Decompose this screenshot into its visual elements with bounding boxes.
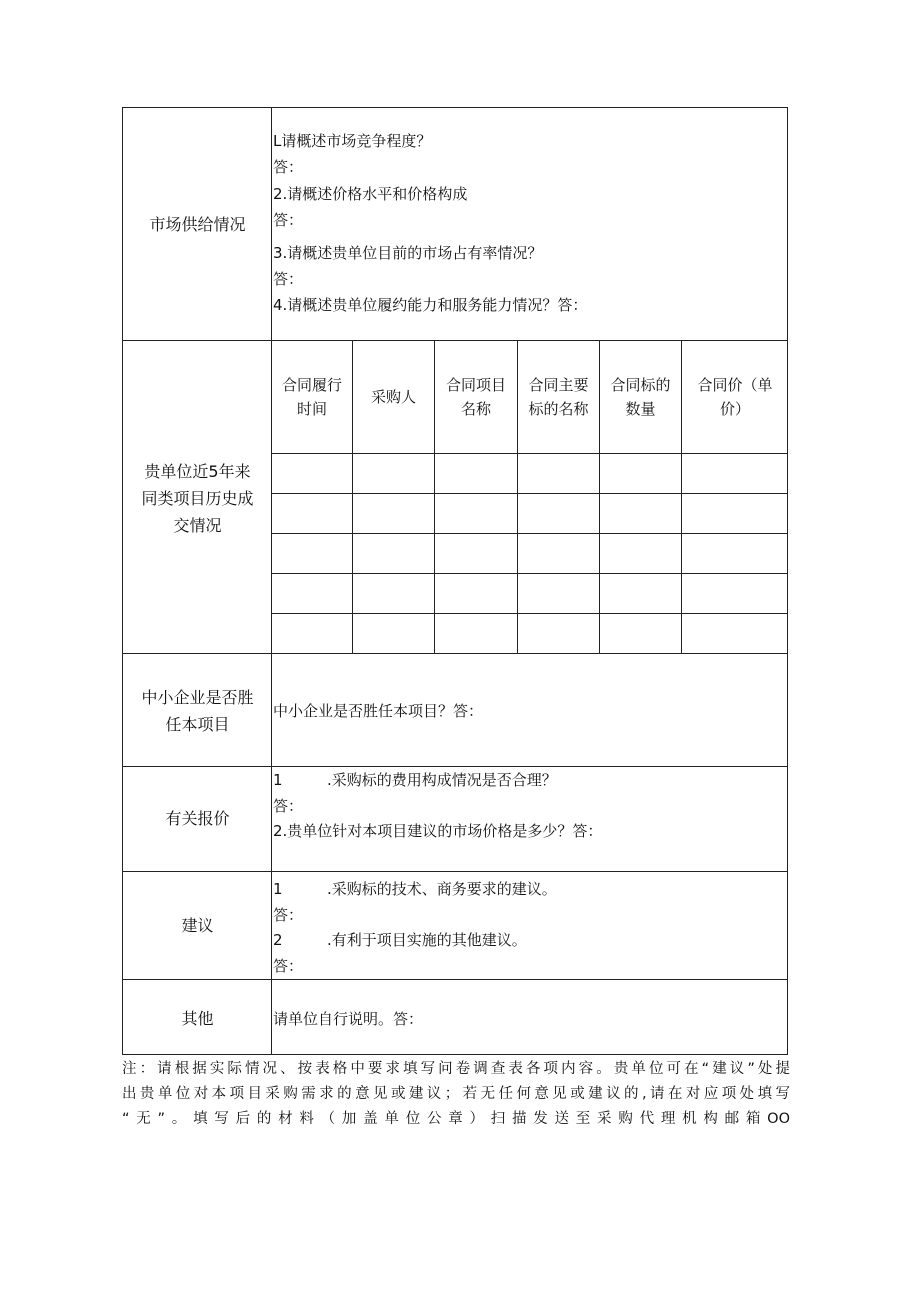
quote-label: 有关报价 bbox=[165, 809, 230, 828]
answer-line: 答： bbox=[273, 957, 304, 975]
sme-label-line: 中小企业是否胜 bbox=[141, 688, 254, 707]
header-line: 合同价（单 bbox=[697, 376, 773, 394]
answer-line: 答： bbox=[273, 211, 304, 229]
question-line: L请概述市场竞争程度？ bbox=[273, 132, 432, 150]
item-number: 1 bbox=[273, 880, 283, 898]
suggestion-label: 建议 bbox=[181, 916, 214, 935]
header-line: 数量 bbox=[625, 400, 656, 418]
footnote bbox=[122, 1057, 790, 1132]
item-number: 2 bbox=[273, 931, 283, 949]
row-divider bbox=[272, 533, 788, 534]
other-text: 请单位自行说明。答： bbox=[273, 1010, 424, 1028]
item-number: 1 bbox=[273, 771, 283, 789]
history-label bbox=[123, 458, 272, 539]
header-subject-name bbox=[518, 373, 599, 421]
footnote-line: 注：请根据实际情况、按表格中要求填写问卷调查表各项内容。贵单位可在“建议”处提 bbox=[122, 1061, 790, 1077]
row-divider bbox=[122, 340, 788, 341]
header-purchaser bbox=[353, 385, 434, 409]
header-line: 名称 bbox=[460, 400, 491, 418]
question-line: 3.请概述贵单位目前的市场占有率情况？ bbox=[273, 244, 543, 262]
row-divider bbox=[272, 573, 788, 574]
header-line: 合同履行 bbox=[281, 376, 342, 394]
header-line: 采购人 bbox=[370, 388, 416, 406]
question-line: 2.请概述价格水平和价格构成 bbox=[273, 185, 468, 203]
answer-line: 答： bbox=[273, 797, 304, 815]
footnote-line: “无”。填写后的材料（加盖单位公章）扫描发送至采购代理机构邮箱OO bbox=[122, 1111, 790, 1127]
question-line: .采购标的费用构成情况是否合理？ bbox=[327, 771, 557, 789]
answer-line: 答： bbox=[273, 906, 304, 924]
question-line: .采购标的技术、商务要求的建议。 bbox=[327, 880, 557, 898]
header-line: 价） bbox=[719, 400, 750, 418]
other-label: 其他 bbox=[181, 1009, 214, 1028]
question-line: .有利于项目实施的其他建议。 bbox=[327, 931, 527, 949]
header-project-name bbox=[435, 373, 517, 421]
question-line: 2.贵单位针对本项目建议的市场价格是多少？答： bbox=[273, 822, 603, 840]
history-label-line: 贵单位近5年来 bbox=[144, 462, 251, 481]
row-divider bbox=[122, 653, 788, 654]
header-contract-price bbox=[682, 373, 788, 421]
header-quantity bbox=[600, 373, 681, 421]
row-divider bbox=[272, 453, 788, 454]
row-divider bbox=[122, 979, 788, 980]
header-line: 时间 bbox=[296, 400, 327, 418]
row-divider bbox=[122, 766, 788, 767]
sme-label-line: 任本项目 bbox=[165, 715, 230, 734]
header-line: 合同项目 bbox=[445, 376, 506, 394]
row-divider bbox=[272, 493, 788, 494]
sme-question: 中小企业是否胜任本项目？答： bbox=[273, 702, 484, 720]
sme-label bbox=[123, 684, 272, 738]
header-contract-time bbox=[272, 373, 352, 421]
header-line: 标的名称 bbox=[528, 400, 589, 418]
header-line: 合同主要 bbox=[528, 376, 589, 394]
answer-line: 答： bbox=[273, 270, 304, 288]
header-line: 合同标的 bbox=[610, 376, 671, 394]
question-line: 4.请概述贵单位履约能力和服务能力情况？答： bbox=[273, 296, 588, 314]
row-divider bbox=[272, 613, 788, 614]
history-label-line: 同类项目历史成 bbox=[141, 489, 254, 508]
market-supply-label: 市场供给情况 bbox=[149, 215, 246, 234]
answer-line: 答： bbox=[273, 158, 304, 176]
row-divider bbox=[122, 871, 788, 872]
history-label-line: 交情况 bbox=[173, 516, 222, 535]
footnote-line: 出贵单位对本项目采购需求的意见或建议；若无任何意见或建议的,请在对应项处填写 bbox=[122, 1086, 790, 1102]
